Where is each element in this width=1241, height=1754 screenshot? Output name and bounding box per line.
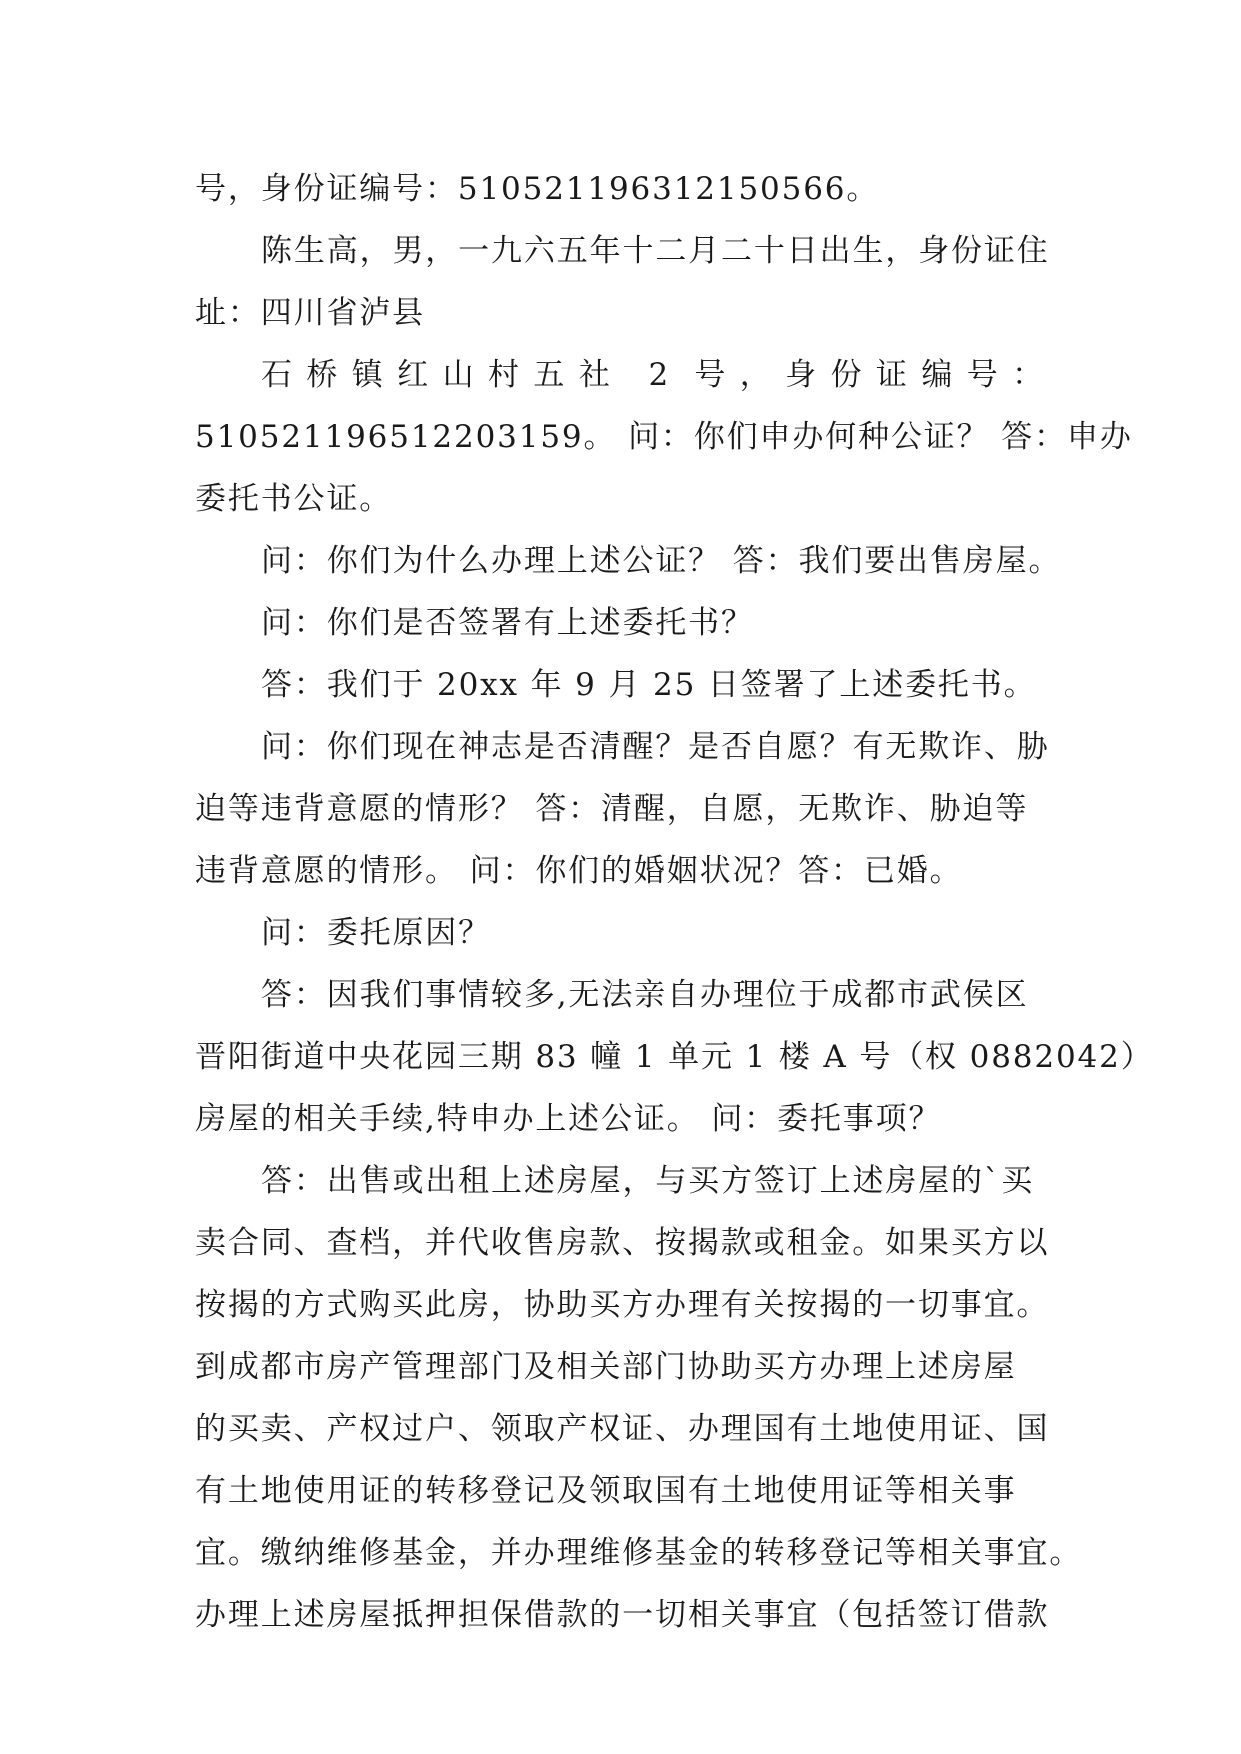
text-line: 按揭的方式购买此房，协助买方办理有关按揭的一切事宜。 — [195, 1287, 1050, 1323]
text-line: 答：我们于 20xx 年 9 月 25 日签署了上述委托书。 — [261, 667, 1037, 703]
text-line: 卖合同、查档，并代收售房款、按揭款或租金。如果买方以 — [195, 1225, 1050, 1261]
text-line: 违背意愿的情形。 问：你们的婚姻状况？答：已婚。 — [195, 853, 963, 889]
text-line: 答：出售或出租上述房屋，与买方签订上述房屋的`买 — [261, 1163, 1035, 1199]
text-line: 陈生高，男，一九六五年十二月二十日出生，身份证住 — [261, 233, 1050, 269]
text-line: 问：你们现在神志是否清醒？是否自愿？有无欺诈、胁 — [261, 729, 1050, 765]
text-line: 址：四川省泸县 — [195, 295, 426, 331]
text-line: 问：你们为什么办理上述公证？ 答：我们要出售房屋。 — [261, 543, 1062, 579]
text-line: 510521196512203159。 问：你们申办何种公证？ 答：申办 — [195, 419, 1133, 455]
text-line: 石桥镇红山村五社 2 号，身份证编号： — [261, 357, 1045, 393]
text-line: 晋阳街道中央花园三期 83 幢 1 单元 1 楼 A 号（权 0882042） — [195, 1039, 1154, 1075]
text-line: 到成都市房产管理部门及相关部门协助买方办理上述房屋 — [195, 1349, 1017, 1385]
text-line: 委托书公证。 — [195, 481, 393, 517]
text-line: 答：因我们事情较多,无法亲自办理位于成都市武侯区 — [261, 977, 1029, 1013]
text-line: 办理上述房屋抵押担保借款的一切相关事宜（包括签订借款 — [195, 1597, 1050, 1633]
text-line: 迫等违背意愿的情形？ 答：清醒，自愿，无欺诈、胁迫等 — [195, 791, 1029, 827]
text-line: 问：委托原因？ — [261, 915, 492, 951]
text-line: 的买卖、产权过户、领取产权证、办理国有土地使用证、国 — [195, 1411, 1050, 1447]
text-line: 房屋的相关手续,特申办上述公证。 问：委托事项？ — [195, 1101, 942, 1137]
text-line: 有土地使用证的转移登记及领取国有土地使用证等相关事 — [195, 1473, 1017, 1509]
text-line: 号，身份证编号：510521196312150566。 — [195, 171, 880, 207]
text-line: 宜。缴纳维修基金，并办理维修基金的转移登记等相关事宜。 — [195, 1535, 1083, 1571]
document-page — [195, 158, 1154, 1646]
text-line: 问：你们是否签署有上述委托书？ — [261, 605, 754, 641]
